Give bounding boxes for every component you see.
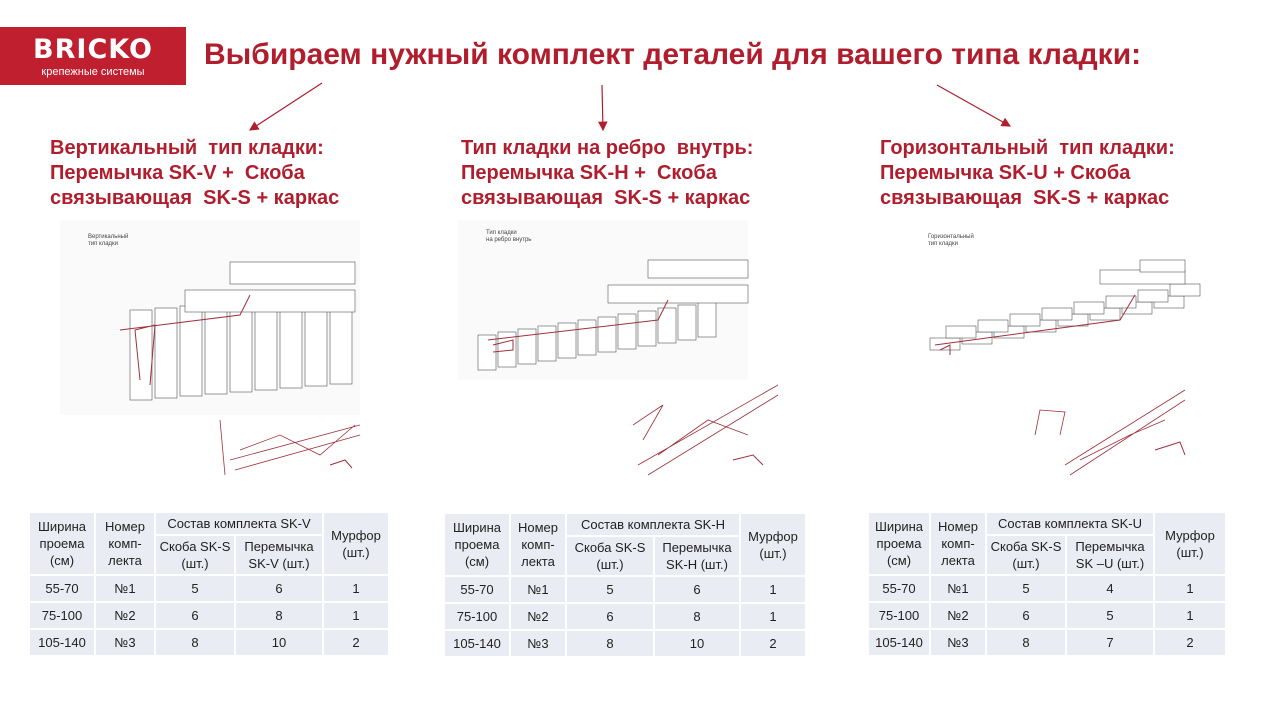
illustration-caption: Тип кладки на ребро внутрь (486, 230, 532, 243)
table-cell: №2 (930, 602, 986, 629)
table-row (868, 629, 1226, 656)
logo-tagline: крепежные системы (41, 66, 145, 78)
table-cell: 8 (654, 603, 740, 630)
header-kit-number: Номер комп-лекта (930, 512, 986, 575)
table-row (444, 603, 806, 630)
table-cell: 8 (566, 630, 654, 657)
header-skoba: Скоба SK-S (шт.) (986, 535, 1066, 575)
logo-brand: BRICKO (33, 34, 153, 65)
arrow-right (937, 85, 1010, 126)
header-width: Ширина проема (см) (444, 513, 510, 576)
table-row (29, 602, 389, 629)
header-kit-contents: Состав комплекта SK-H (566, 513, 740, 536)
table-cell: 1 (1154, 602, 1226, 629)
panel-title: Тип кладки на ребро внутрь: Перемычка SK-H + Скоба связывающая SK-S + каркас (461, 137, 754, 209)
header-kit-contents: Состав комплекта SK-V (155, 512, 323, 535)
table-cell: №3 (95, 629, 155, 656)
illustration-caption: Горизонтальный тип кладки (928, 234, 974, 247)
kit-table (443, 512, 807, 658)
table-cell: 10 (654, 630, 740, 657)
table-cell: 75-100 (29, 602, 95, 629)
table-row (444, 630, 806, 657)
header-murfor: Мурфор (шт.) (323, 512, 389, 575)
header-skoba: Скоба SK-S (шт.) (566, 536, 654, 576)
masonry-illustration (458, 220, 788, 495)
table-cell: 1 (740, 603, 806, 630)
table-row (868, 575, 1226, 602)
table-row (29, 575, 389, 602)
table-cell: 8 (235, 602, 323, 629)
header-kit-contents: Состав комплекта SK-U (986, 512, 1154, 535)
table-row (868, 602, 1226, 629)
kit-table (867, 511, 1227, 657)
table-cell: 1 (1154, 575, 1226, 602)
header-kit-number: Номер комп-лекта (95, 512, 155, 575)
header-width: Ширина проема (см) (29, 512, 95, 575)
wall-diagram (458, 220, 788, 490)
table-row (29, 629, 389, 656)
wall-diagram (60, 220, 390, 490)
wall-diagram (920, 220, 1250, 490)
table-cell: 1 (740, 576, 806, 603)
table-cell: №1 (95, 575, 155, 602)
header-kit-number: Номер комп-лекта (510, 513, 566, 576)
table-cell: 6 (566, 603, 654, 630)
table-cell: 6 (986, 602, 1066, 629)
header-lintel: Перемычка SK –U (шт.) (1066, 535, 1154, 575)
header-width: Ширина проема (см) (868, 512, 930, 575)
table-cell: №2 (510, 603, 566, 630)
table-cell: 55-70 (868, 575, 930, 602)
table-cell: 10 (235, 629, 323, 656)
table-cell: 105-140 (444, 630, 510, 657)
table-cell: 2 (323, 629, 389, 656)
header-lintel: Перемычка SK-H (шт.) (654, 536, 740, 576)
table-cell: 5 (986, 575, 1066, 602)
table-cell: №1 (510, 576, 566, 603)
header-murfor: Мурфор (шт.) (1154, 512, 1226, 575)
table-cell: 5 (155, 575, 235, 602)
arrow-left (250, 83, 322, 130)
table-cell: 105-140 (29, 629, 95, 656)
table-cell: 8 (986, 629, 1066, 656)
table-cell: 7 (1066, 629, 1154, 656)
table-cell: 2 (740, 630, 806, 657)
table-cell: 105-140 (868, 629, 930, 656)
header-skoba: Скоба SK-S (шт.) (155, 535, 235, 575)
table-cell: 6 (155, 602, 235, 629)
table-cell: 55-70 (444, 576, 510, 603)
masonry-illustration (920, 220, 1250, 495)
table-cell: 5 (566, 576, 654, 603)
table-cell: 2 (1154, 629, 1226, 656)
panel-title: Горизонтальный тип кладки: Перемычка SK-U + Скоба связывающая SK-S + каркас (880, 137, 1175, 209)
table-cell: 55-70 (29, 575, 95, 602)
table-cell: 4 (1066, 575, 1154, 602)
illustration-caption: Вертикальный тип кладки (88, 234, 129, 247)
table-cell: 5 (1066, 602, 1154, 629)
table-cell: №2 (95, 602, 155, 629)
table-cell: 1 (323, 602, 389, 629)
table-cell: 75-100 (444, 603, 510, 630)
kit-table (28, 511, 390, 657)
arrow-center (602, 85, 603, 130)
table-cell: №3 (510, 630, 566, 657)
table-cell: 6 (654, 576, 740, 603)
masonry-illustration (60, 220, 390, 495)
table-cell: №1 (930, 575, 986, 602)
header-murfor: Мурфор (шт.) (740, 513, 806, 576)
table-row (444, 576, 806, 603)
arrows (0, 0, 1280, 140)
table-cell: 1 (323, 575, 389, 602)
table-cell: №3 (930, 629, 986, 656)
header-lintel: Перемычка SK-V (шт.) (235, 535, 323, 575)
table-cell: 8 (155, 629, 235, 656)
table-cell: 75-100 (868, 602, 930, 629)
panel-title: Вертикальный тип кладки: Перемычка SK-V + Скоба связывающая SK-S + каркас (50, 137, 340, 209)
slide-title: Выбираем нужный комплект деталей для вашего типа кладки: (204, 38, 1142, 71)
table-cell: 6 (235, 575, 323, 602)
